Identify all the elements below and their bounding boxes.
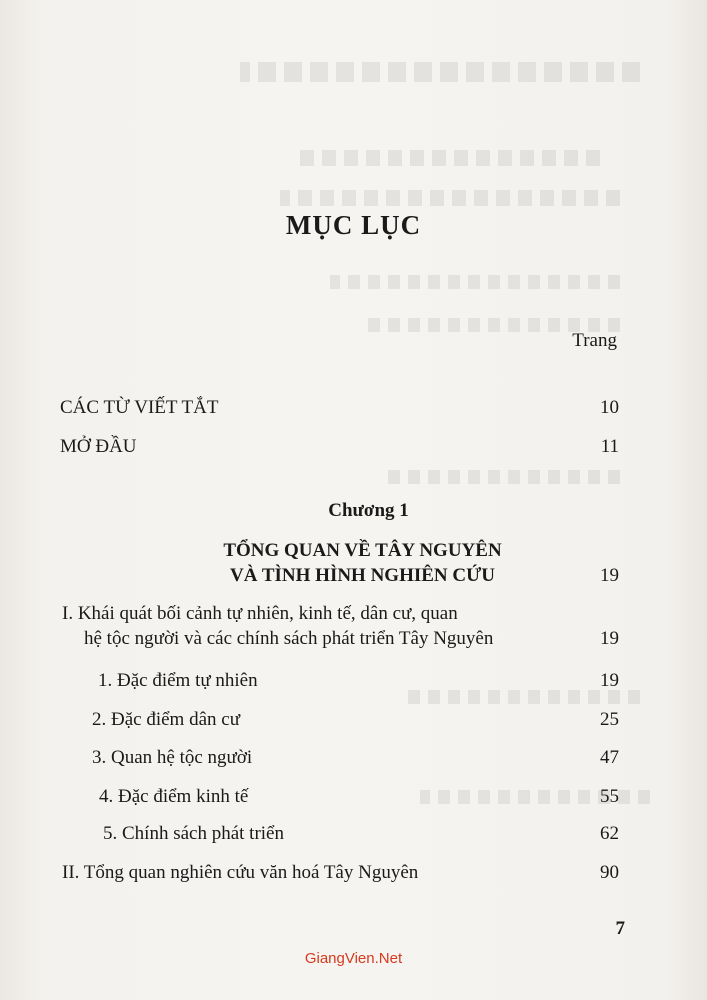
toc-entry-page: 90 <box>600 862 619 883</box>
toc-item-economy[interactable]: 4. Đặc điểm kinh tế <box>99 786 249 807</box>
watermark-text: GiangVien.Net <box>304 950 403 967</box>
toc-item-population[interactable]: 2. Đặc điểm dân cư <box>92 709 240 730</box>
toc-entry-abbreviations[interactable]: CÁC TỪ VIẾT TẮT <box>60 397 219 418</box>
toc-entry-page: 19 <box>600 565 619 586</box>
bleed-through-text <box>240 62 640 82</box>
toc-entry-page: 11 <box>600 436 619 457</box>
toc-title: MỤC LỤC <box>285 210 422 240</box>
toc-entry-page: 19 <box>600 670 619 691</box>
toc-item-ethnic-relations[interactable]: 3. Quan hệ tộc người <box>92 747 253 768</box>
toc-entry-introduction[interactable]: MỞ ĐẦU <box>60 436 137 457</box>
toc-entry-page: 10 <box>600 397 619 418</box>
toc-entry-page: 55 <box>600 786 619 807</box>
toc-entry-page: 62 <box>600 823 619 844</box>
toc-section-1-line2[interactable]: hệ tộc người và các chính sách phát triển Tây Nguyên <box>84 628 494 649</box>
toc-entry-page: 25 <box>600 709 619 730</box>
bleed-through-text <box>400 690 640 704</box>
bleed-through-text <box>300 150 600 166</box>
toc-entry-page: 47 <box>600 747 619 768</box>
toc-section-2[interactable]: II. Tổng quan nghiên cứu văn hoá Tây Nguyên <box>62 862 419 883</box>
page-number: 7 <box>615 918 625 939</box>
toc-item-development-policy[interactable]: 5. Chính sách phát triển <box>103 823 284 844</box>
bleed-through-text <box>380 470 620 484</box>
toc-item-natural-features[interactable]: 1. Đặc điểm tự nhiên <box>98 670 258 691</box>
page-column-label: Trang <box>572 330 617 351</box>
chapter-title-line1[interactable]: TỔNG QUAN VỀ TÂY NGUYÊN <box>223 540 502 561</box>
bleed-through-text <box>330 275 620 289</box>
chapter-title-line2[interactable]: VÀ TÌNH HÌNH NGHIÊN CỨU <box>230 565 495 586</box>
toc-entry-page: 19 <box>600 628 619 649</box>
chapter-heading: Chương 1 <box>328 500 409 521</box>
toc-section-1-line1[interactable]: I. Khái quát bối cảnh tự nhiên, kinh tế, dân cư, quan <box>62 603 458 624</box>
bleed-through-text <box>280 190 620 206</box>
